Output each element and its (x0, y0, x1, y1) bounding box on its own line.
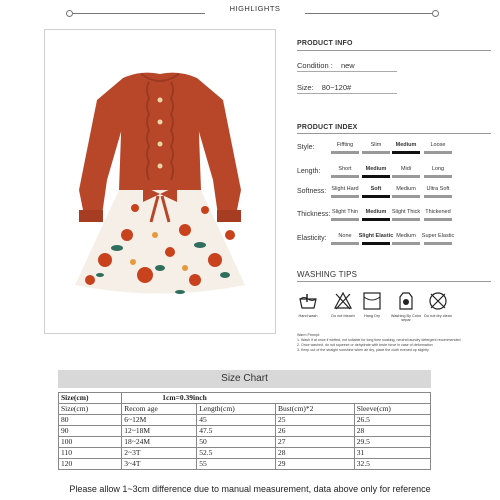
table-row (59, 415, 431, 426)
index-option: Slim (370, 142, 382, 148)
wash-by-color-label: Washing By Color separ (390, 314, 422, 322)
do-not-dry-clean-icon (428, 291, 448, 311)
index-option: Super Elastic (421, 233, 455, 239)
index-bar (331, 218, 359, 221)
index-bar-selected (362, 218, 390, 221)
index-option: Fiffting (336, 142, 354, 148)
index-bar (331, 175, 359, 178)
condition-row (297, 61, 355, 70)
index-bar (424, 175, 452, 178)
table-cell: 28 (275, 448, 354, 459)
index-row-label: Style: (297, 144, 315, 151)
size-underline (297, 93, 397, 94)
product-info-line (297, 50, 491, 51)
index-bar-selected (362, 195, 390, 198)
index-option: None (338, 233, 352, 239)
table-cell: 50 (197, 437, 276, 448)
index-bar (331, 151, 359, 154)
index-option: Medium (365, 209, 387, 215)
index-bar (331, 195, 359, 198)
index-option: Slight Elastic (358, 233, 394, 239)
product-index-title: PRODUCT INDEX (297, 124, 358, 131)
index-option: Long (431, 166, 445, 172)
table-cell: 31 (354, 448, 430, 459)
table-cell: 45 (197, 415, 276, 426)
size-value: 80~120# (321, 83, 352, 92)
table-row (59, 459, 431, 470)
index-bar (424, 151, 452, 154)
product-photo (44, 29, 276, 334)
size-label: Size: (297, 83, 314, 92)
table-cell: 80 (59, 415, 122, 426)
table-cell: 2~3T (122, 448, 197, 459)
index-option: Slight Thin (332, 209, 358, 215)
index-bar (392, 195, 420, 198)
hand-wash-icon (298, 291, 318, 311)
condition-label: Condition : (297, 61, 333, 70)
index-row-label: Softness: (297, 188, 327, 195)
do-not-bleach-label: Do not bleach (331, 314, 355, 318)
header-ring-right (432, 10, 439, 17)
index-option: Short (338, 166, 352, 172)
table-row (59, 426, 431, 437)
size-table-column-header: Bust(cm)*2 (275, 404, 354, 415)
header-line-right (305, 13, 435, 14)
index-bar (392, 242, 420, 245)
size-table-column-header: Sleeve(cm) (354, 404, 430, 415)
size-table-header-left: Size(cm) (59, 393, 122, 404)
table-row (59, 437, 431, 448)
table-cell: 12~18M (122, 426, 197, 437)
measurement-note: Please allow 1~3cm difference due to manual measurement, data above only for reference (69, 484, 431, 494)
index-option: Thickened (425, 209, 451, 215)
size-table-column-header: Length(cm) (197, 404, 276, 415)
condition-underline (297, 71, 397, 72)
size-table-column-header: Recom age (122, 404, 197, 415)
table-cell: 29.5 (354, 437, 430, 448)
index-option: Medium (395, 142, 417, 148)
table-row (59, 448, 431, 459)
table-cell: 32.5 (354, 459, 430, 470)
washing-title: WASHING TIPS (297, 270, 358, 279)
index-option: Medium (365, 166, 387, 172)
index-bar (424, 242, 452, 245)
size-chart-title: Size Chart (221, 373, 268, 384)
hang-dry-label: Hang Dry (363, 314, 381, 318)
index-row-label: Elasticity: (297, 235, 327, 242)
index-option: Slight Thick (391, 209, 421, 215)
size-table (58, 392, 431, 470)
product-info-title: PRODUCT INFO (297, 40, 353, 47)
table-cell: 28 (354, 426, 430, 437)
size-table-header-note: 1cm=0.39inch (122, 393, 431, 404)
size-table-body (59, 404, 431, 470)
table-cell: 29 (275, 459, 354, 470)
size-row (297, 83, 351, 92)
table-cell: 55 (197, 459, 276, 470)
index-bar (424, 218, 452, 221)
do-not-dry-clean-label: Do not dry clean (424, 314, 452, 318)
hang-dry-icon (362, 291, 382, 311)
index-option: Medium (396, 186, 416, 192)
header-ring-left (66, 10, 73, 17)
table-cell: 26 (275, 426, 354, 437)
index-row-label: Length: (297, 168, 321, 175)
table-cell: 25 (275, 415, 354, 426)
header-title: HIGHLIGHTS (229, 4, 281, 13)
do-not-bleach-icon (333, 291, 353, 311)
table-cell: 26.5 (354, 415, 430, 426)
header-line-left (70, 13, 205, 14)
index-option: Slight Hard (331, 186, 359, 192)
size-table-columns-row (59, 404, 431, 415)
index-option: Loose (430, 142, 446, 148)
warm-prompt-line-3: 3. Keep out of the straight sunshine when air dry, place the cloth evened up slightly (297, 348, 429, 352)
index-bar (424, 195, 452, 198)
index-bar (331, 242, 359, 245)
wash-by-color-icon (396, 291, 416, 311)
table-cell: 90 (59, 426, 122, 437)
table-cell: 47.5 (197, 426, 276, 437)
table-cell: 27 (275, 437, 354, 448)
index-bar-selected (362, 242, 390, 245)
index-bar-selected (392, 151, 420, 154)
index-row-label: Thickness: (297, 211, 331, 218)
index-bar (392, 175, 420, 178)
size-table-column-header: Size(cm) (59, 404, 122, 415)
hand-wash-label: Hand wash (298, 314, 318, 318)
warm-prompt-line-1: 1. Wash it at once if wetted, not suitable for long time soaking, neutral laundry detergent recommended (297, 338, 461, 342)
index-option: Medium (396, 233, 416, 239)
index-bar (392, 218, 420, 221)
index-option: Soft (370, 186, 382, 192)
index-bar (362, 151, 390, 154)
table-cell: 3~4T (122, 459, 197, 470)
size-table-header-row (59, 393, 431, 404)
index-bar-selected (362, 175, 390, 178)
warm-prompt-title: Warm Prompt: (297, 333, 321, 337)
warm-prompt-line-2: 2. Once washed, do not squeeze or dehydrate with brute force in case of deformation (297, 343, 433, 347)
index-option: Midi (400, 166, 412, 172)
dress-illustration (45, 30, 275, 333)
table-cell: 6~12M (122, 415, 197, 426)
table-cell: 120 (59, 459, 122, 470)
table-cell: 52.5 (197, 448, 276, 459)
table-cell: 18~24M (122, 437, 197, 448)
table-cell: 100 (59, 437, 122, 448)
condition-value: new (340, 61, 355, 70)
index-option: Ultra Soft (426, 186, 450, 192)
table-cell: 110 (59, 448, 122, 459)
product-index-line (297, 133, 491, 134)
washing-line (297, 281, 491, 282)
